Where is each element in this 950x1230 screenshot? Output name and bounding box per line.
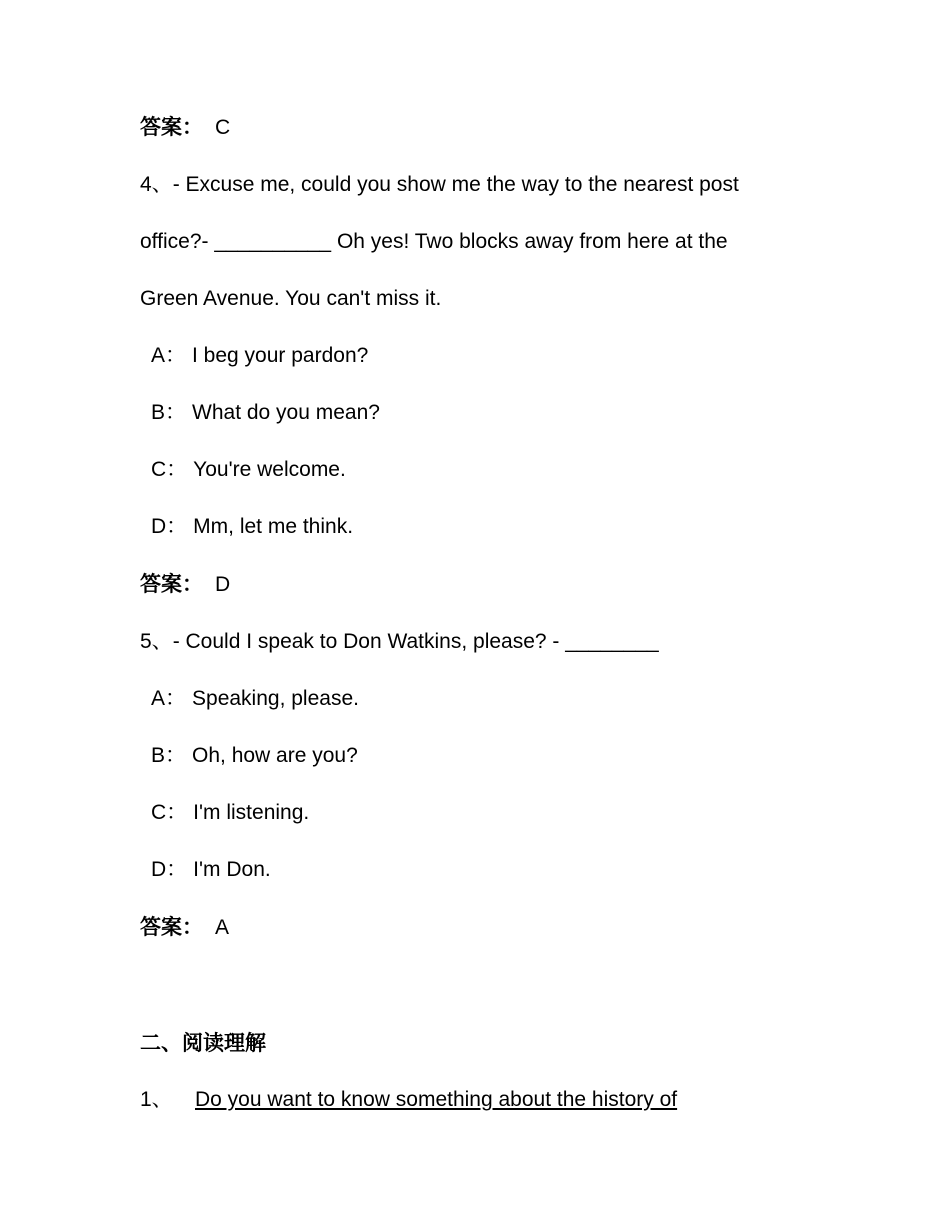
question-number: 4、 (140, 173, 173, 196)
option-b (151, 400, 380, 426)
answer-value: A (215, 916, 230, 939)
question-number: 5、 (140, 630, 173, 653)
question-5 (140, 629, 659, 655)
answer-label: 答案： (140, 916, 203, 939)
option-text: You're welcome. (193, 458, 346, 481)
option-text: I'm Don. (193, 858, 271, 881)
question-4-line-1 (140, 172, 739, 198)
option-text: Speaking, please. (192, 687, 359, 710)
option-a (151, 343, 368, 369)
answer-value: C (215, 116, 231, 139)
question-text: Green Avenue. You can't miss it. (140, 287, 442, 310)
answer-q5 (140, 915, 229, 941)
question-text: - Could I speak to Don Watkins, please? - ________ (172, 630, 659, 653)
option-letter: B： (151, 744, 187, 767)
answer-q4 (140, 572, 230, 598)
question-4-line-2 (140, 229, 728, 255)
item-number: 1、 (140, 1088, 173, 1111)
option-letter: A： (151, 687, 187, 710)
option-text: Oh, how are you? (192, 744, 358, 767)
reading-item-1 (140, 1087, 677, 1113)
option-letter: D： (151, 515, 188, 538)
option-text: What do you mean? (192, 401, 380, 424)
option-letter: A： (151, 344, 187, 367)
option-letter: C： (151, 458, 188, 481)
section-heading: 二、阅读理解 (140, 1032, 266, 1055)
option-d (151, 857, 271, 883)
passage-link-text: Do you want to know something about the history of (195, 1088, 678, 1111)
option-c (151, 457, 346, 483)
question-4-line-3 (140, 286, 441, 312)
option-text: Mm, let me think. (193, 515, 354, 538)
answer-q3 (140, 115, 230, 141)
option-b (151, 743, 358, 769)
option-text: I beg your pardon? (192, 344, 369, 367)
answer-value: D (215, 573, 231, 596)
answer-label: 答案： (140, 116, 203, 139)
option-d (151, 514, 353, 540)
question-text: - Excuse me, could you show me the way to the nearest post (172, 173, 739, 196)
option-text: I'm listening. (193, 801, 310, 824)
answer-label: 答案： (140, 573, 203, 596)
option-a (151, 686, 359, 712)
option-letter: C： (151, 801, 188, 824)
question-text: office?- __________ Oh yes! Two blocks away from here at the (140, 230, 728, 253)
option-c (151, 800, 309, 826)
option-letter: B： (151, 401, 187, 424)
option-letter: D： (151, 858, 188, 881)
